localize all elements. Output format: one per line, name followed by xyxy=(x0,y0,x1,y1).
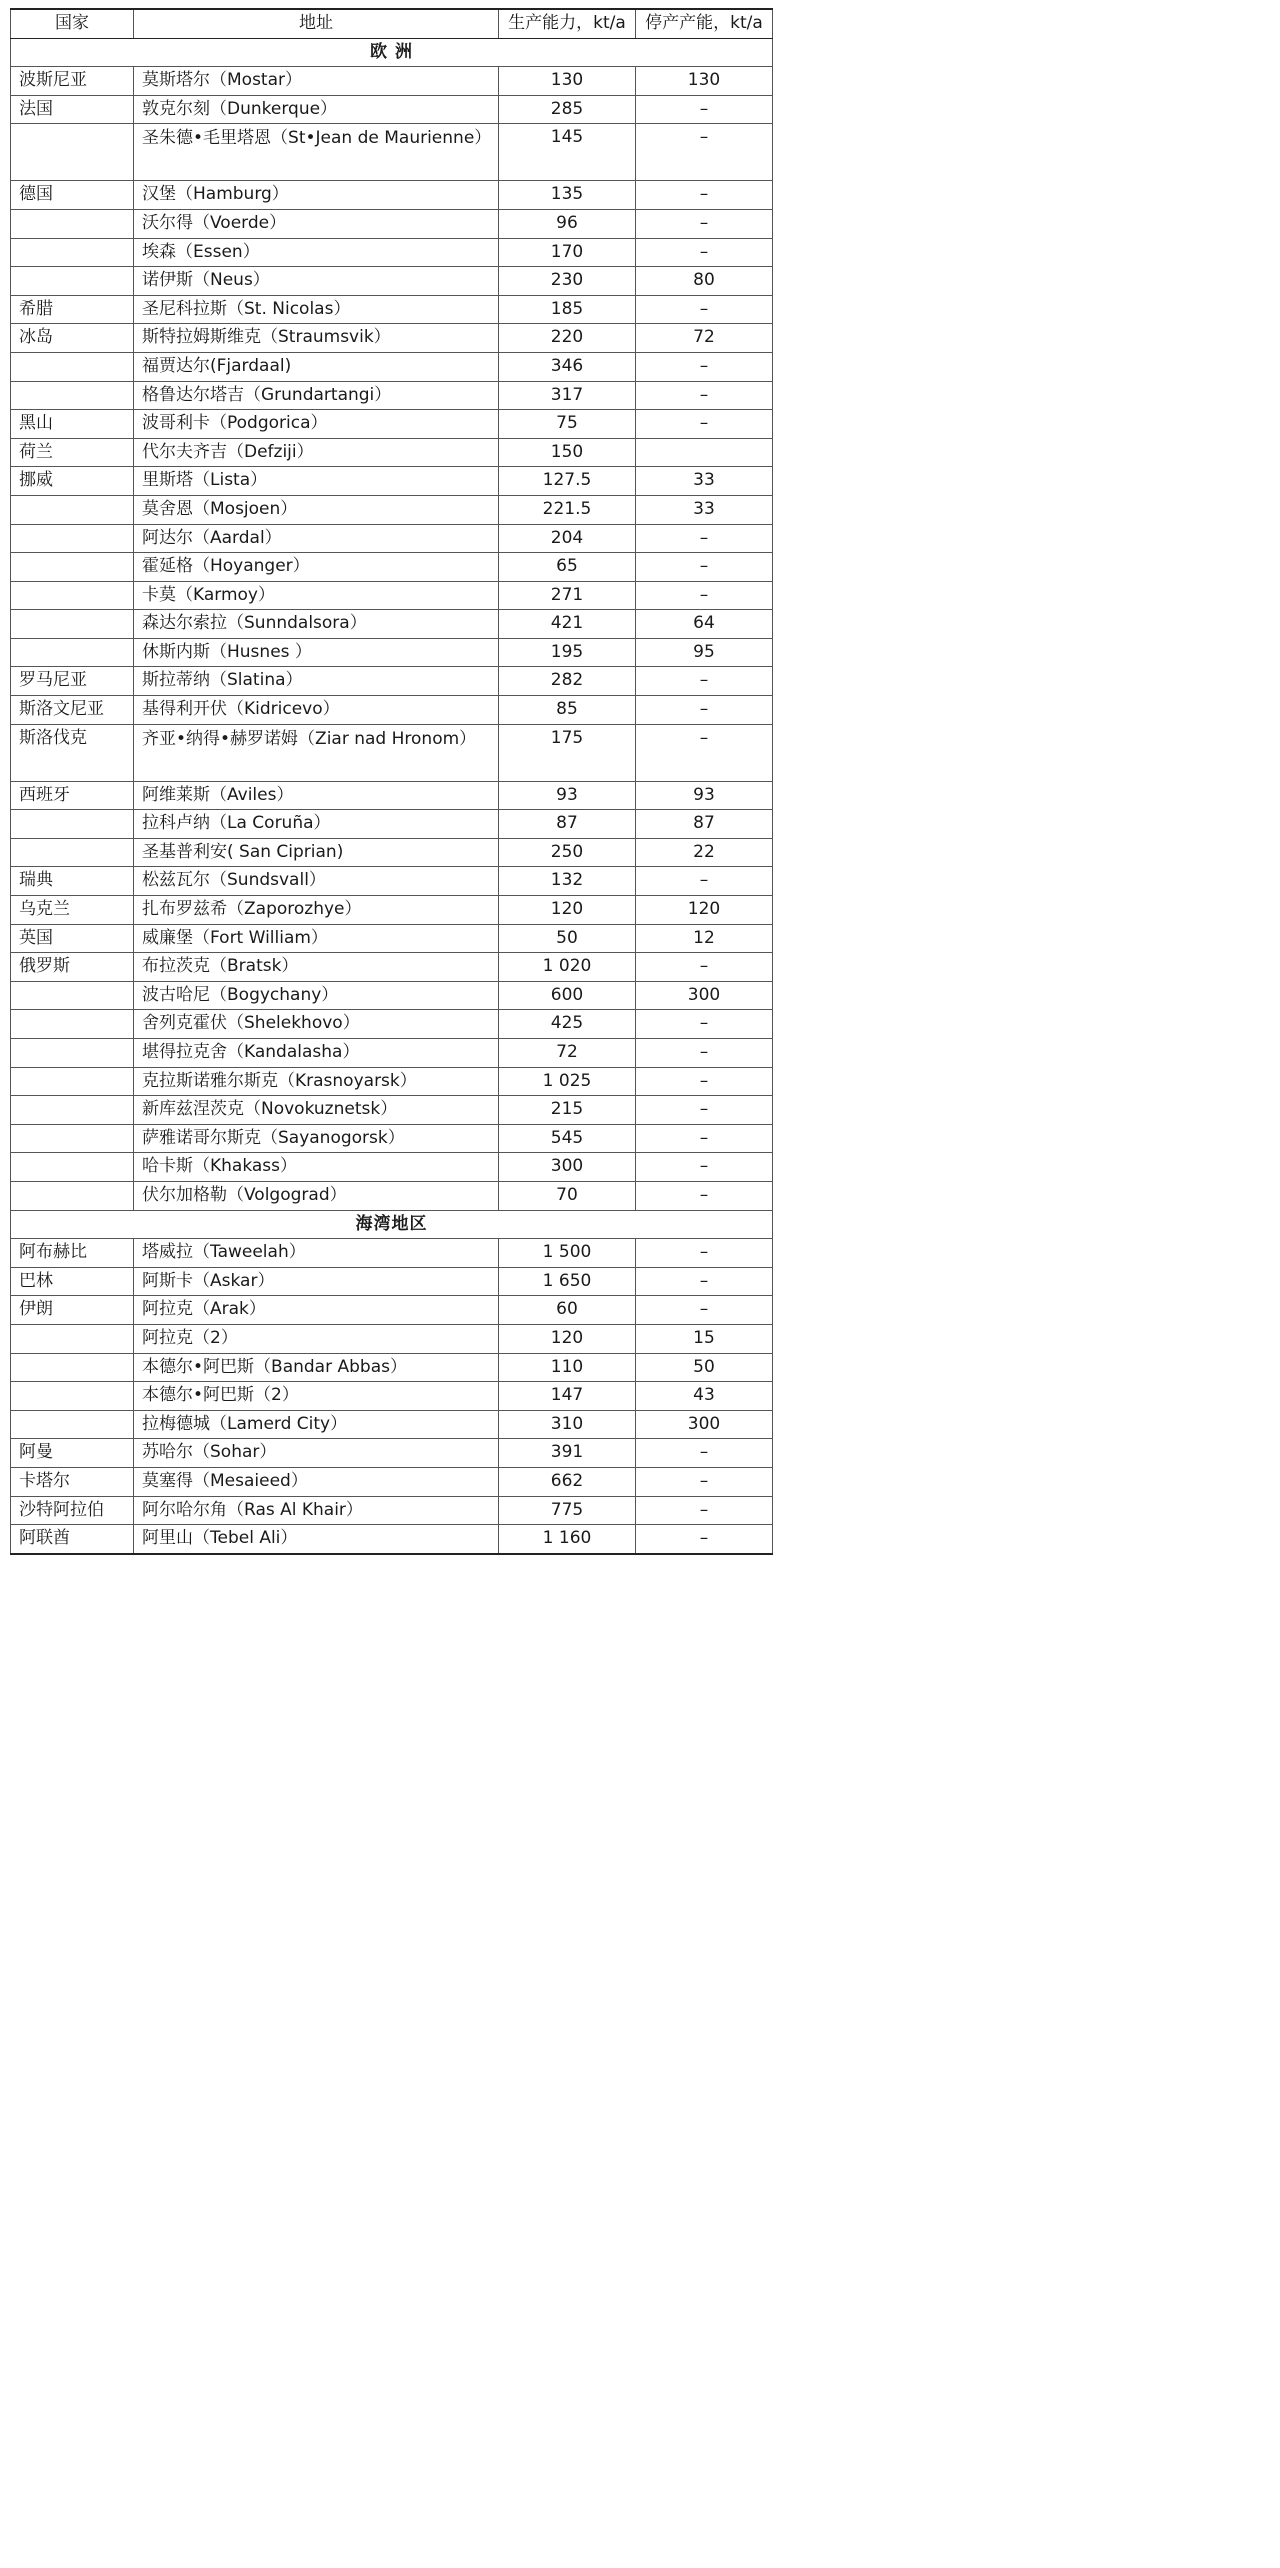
table-row xyxy=(11,638,773,667)
capacity-cell: 600 xyxy=(499,981,636,1010)
table-row xyxy=(11,553,773,582)
site-cell: 波古哈尼（Bogychany） xyxy=(134,981,499,1010)
site-cell: 阿拉克（Arak） xyxy=(134,1296,499,1325)
site-cell: 扎布罗兹希（Zaporozhye） xyxy=(134,896,499,925)
country-cell xyxy=(11,1067,134,1096)
shutdown-cell: 120 xyxy=(636,896,773,925)
country-cell xyxy=(11,524,134,553)
shutdown-cell: – xyxy=(636,295,773,324)
table-row xyxy=(11,1353,773,1382)
table-row xyxy=(11,524,773,553)
capacity-cell: 310 xyxy=(499,1410,636,1439)
country-cell: 沙特阿拉伯 xyxy=(11,1496,134,1525)
site-cell: 拉梅德城（Lamerd City） xyxy=(134,1410,499,1439)
shutdown-cell: – xyxy=(636,1181,773,1210)
table-row xyxy=(11,696,773,725)
shutdown-cell: – xyxy=(636,696,773,725)
capacity-cell: 220 xyxy=(499,324,636,353)
table-row xyxy=(11,981,773,1010)
site-cell: 松兹瓦尔（Sundsvall） xyxy=(134,867,499,896)
capacity-cell: 93 xyxy=(499,781,636,810)
site-cell: 莫塞得（Mesaieed） xyxy=(134,1467,499,1496)
table-row xyxy=(11,381,773,410)
site-cell: 哈卡斯（Khakass） xyxy=(134,1153,499,1182)
country-cell: 巴林 xyxy=(11,1267,134,1296)
shutdown-cell: 33 xyxy=(636,495,773,524)
shutdown-cell: – xyxy=(636,1467,773,1496)
country-cell: 斯洛伐克 xyxy=(11,724,134,781)
shutdown-cell: – xyxy=(636,1153,773,1182)
shutdown-cell: 22 xyxy=(636,838,773,867)
country-cell: 荷兰 xyxy=(11,438,134,467)
country-cell: 乌克兰 xyxy=(11,896,134,925)
country-cell xyxy=(11,638,134,667)
capacity-cell: 1 025 xyxy=(499,1067,636,1096)
region-label: 欧 洲 xyxy=(11,38,773,67)
capacity-cell: 204 xyxy=(499,524,636,553)
capacity-cell: 775 xyxy=(499,1496,636,1525)
shutdown-cell: – xyxy=(636,181,773,210)
table-row xyxy=(11,352,773,381)
table-row xyxy=(11,438,773,467)
capacity-cell: 346 xyxy=(499,352,636,381)
capacity-cell: 662 xyxy=(499,1467,636,1496)
region-row xyxy=(11,38,773,67)
table-row xyxy=(11,1410,773,1439)
site-cell: 阿斯卡（Askar） xyxy=(134,1267,499,1296)
site-cell: 圣朱德•毛里塔恩（St•Jean de Maurienne） xyxy=(134,124,499,181)
country-cell xyxy=(11,838,134,867)
table-row xyxy=(11,1525,773,1554)
capacity-cell: 250 xyxy=(499,838,636,867)
shutdown-cell: 93 xyxy=(636,781,773,810)
country-cell xyxy=(11,1096,134,1125)
shutdown-cell: 64 xyxy=(636,610,773,639)
country-cell: 黑山 xyxy=(11,410,134,439)
shutdown-cell: 87 xyxy=(636,810,773,839)
table-row xyxy=(11,867,773,896)
capacity-cell: 50 xyxy=(499,924,636,953)
region-label: 海湾地区 xyxy=(11,1210,773,1239)
site-cell: 莫舍恩（Mosjoen） xyxy=(134,495,499,524)
country-cell: 德国 xyxy=(11,181,134,210)
site-cell: 基得利开伏（Kidricevo） xyxy=(134,696,499,725)
site-cell: 阿达尔（Aardal） xyxy=(134,524,499,553)
capacity-cell: 282 xyxy=(499,667,636,696)
country-cell xyxy=(11,1124,134,1153)
capacity-cell: 145 xyxy=(499,124,636,181)
capacity-cell: 170 xyxy=(499,238,636,267)
table-row xyxy=(11,1296,773,1325)
site-cell: 斯拉蒂纳（Slatina） xyxy=(134,667,499,696)
table-row xyxy=(11,1096,773,1125)
table-row xyxy=(11,181,773,210)
shutdown-cell: – xyxy=(636,410,773,439)
country-cell: 阿联酋 xyxy=(11,1525,134,1554)
country-cell: 阿布赫比 xyxy=(11,1239,134,1268)
country-cell xyxy=(11,1382,134,1411)
capacity-cell: 120 xyxy=(499,896,636,925)
shutdown-cell: – xyxy=(636,238,773,267)
capacity-cell: 60 xyxy=(499,1296,636,1325)
table-row xyxy=(11,1153,773,1182)
table-row xyxy=(11,124,773,181)
country-cell: 英国 xyxy=(11,924,134,953)
table-row xyxy=(11,295,773,324)
country-cell: 冰岛 xyxy=(11,324,134,353)
site-cell: 伏尔加格勒（Volgograd） xyxy=(134,1181,499,1210)
capacity-cell: 391 xyxy=(499,1439,636,1468)
site-cell: 本德尔•阿巴斯（Bandar Abbas） xyxy=(134,1353,499,1382)
site-cell: 克拉斯诺雅尔斯克（Krasnoyarsk） xyxy=(134,1067,499,1096)
site-cell: 莫斯塔尔（Mostar） xyxy=(134,67,499,96)
site-cell: 威廉堡（Fort William） xyxy=(134,924,499,953)
site-cell: 阿里山（Tebel Ali） xyxy=(134,1525,499,1554)
country-cell: 罗马尼亚 xyxy=(11,667,134,696)
shutdown-cell: 95 xyxy=(636,638,773,667)
table-row xyxy=(11,610,773,639)
capacity-cell: 195 xyxy=(499,638,636,667)
shutdown-cell xyxy=(636,438,773,467)
country-cell xyxy=(11,1010,134,1039)
country-cell: 伊朗 xyxy=(11,1296,134,1325)
table-row xyxy=(11,1039,773,1068)
table-row xyxy=(11,953,773,982)
country-cell xyxy=(11,553,134,582)
site-cell: 拉科卢纳（La Coruña） xyxy=(134,810,499,839)
table-row xyxy=(11,1496,773,1525)
site-cell: 圣尼科拉斯（St. Nicolas） xyxy=(134,295,499,324)
country-cell xyxy=(11,810,134,839)
table-row xyxy=(11,410,773,439)
shutdown-cell: – xyxy=(636,867,773,896)
site-cell: 休斯内斯（Husnes ） xyxy=(134,638,499,667)
site-cell: 堪得拉克舍（Kandalasha） xyxy=(134,1039,499,1068)
shutdown-cell: – xyxy=(636,352,773,381)
capacity-cell: 425 xyxy=(499,1010,636,1039)
shutdown-cell: – xyxy=(636,1039,773,1068)
table-row xyxy=(11,667,773,696)
capacity-cell: 545 xyxy=(499,1124,636,1153)
table-row xyxy=(11,467,773,496)
country-cell: 希腊 xyxy=(11,295,134,324)
country-cell: 法国 xyxy=(11,95,134,124)
shutdown-cell: – xyxy=(636,553,773,582)
site-cell: 阿尔哈尔角（Ras Al Khair） xyxy=(134,1496,499,1525)
shutdown-cell: – xyxy=(636,724,773,781)
shutdown-cell: – xyxy=(636,209,773,238)
country-cell: 俄罗斯 xyxy=(11,953,134,982)
capacity-cell: 130 xyxy=(499,67,636,96)
shutdown-cell: – xyxy=(636,1239,773,1268)
table-row xyxy=(11,724,773,781)
shutdown-cell: – xyxy=(636,381,773,410)
shutdown-cell: 72 xyxy=(636,324,773,353)
shutdown-cell: 33 xyxy=(636,467,773,496)
country-cell: 波斯尼亚 xyxy=(11,67,134,96)
table-row xyxy=(11,95,773,124)
table-row xyxy=(11,838,773,867)
region-row xyxy=(11,1210,773,1239)
country-cell: 斯洛文尼亚 xyxy=(11,696,134,725)
country-cell: 西班牙 xyxy=(11,781,134,810)
site-cell: 里斯塔（Lista） xyxy=(134,467,499,496)
capacity-cell: 271 xyxy=(499,581,636,610)
country-cell xyxy=(11,124,134,181)
table-row xyxy=(11,896,773,925)
country-cell xyxy=(11,352,134,381)
site-cell: 萨雅诺哥尔斯克（Sayanogorsk） xyxy=(134,1124,499,1153)
shutdown-cell: 130 xyxy=(636,67,773,96)
shutdown-cell: 80 xyxy=(636,267,773,296)
country-cell xyxy=(11,209,134,238)
country-cell xyxy=(11,1181,134,1210)
table-row xyxy=(11,810,773,839)
shutdown-cell: – xyxy=(636,1124,773,1153)
table-row xyxy=(11,1181,773,1210)
site-cell: 卡莫（Karmoy） xyxy=(134,581,499,610)
table-row xyxy=(11,781,773,810)
header-row xyxy=(11,9,773,38)
capacity-cell: 1 020 xyxy=(499,953,636,982)
table-row xyxy=(11,1239,773,1268)
table-row xyxy=(11,324,773,353)
site-cell: 阿拉克（2） xyxy=(134,1324,499,1353)
table-row xyxy=(11,1124,773,1153)
capacity-cell: 70 xyxy=(499,1181,636,1210)
shutdown-cell: – xyxy=(636,1096,773,1125)
table-row xyxy=(11,267,773,296)
table-row xyxy=(11,1467,773,1496)
shutdown-cell: – xyxy=(636,95,773,124)
site-cell: 汉堡（Hamburg） xyxy=(134,181,499,210)
site-cell: 敦克尔刻（Dunkerque） xyxy=(134,95,499,124)
table-row xyxy=(11,1267,773,1296)
country-cell xyxy=(11,381,134,410)
capacity-table-container xyxy=(10,8,772,1555)
country-cell: 卡塔尔 xyxy=(11,1467,134,1496)
site-cell: 齐亚•纳得•赫罗诺姆（Ziar nad Hronom） xyxy=(134,724,499,781)
shutdown-cell: – xyxy=(636,1525,773,1554)
country-cell xyxy=(11,981,134,1010)
header-capacity: 生产能力，kt/a xyxy=(499,9,636,38)
header-country: 国家 xyxy=(11,9,134,38)
shutdown-cell: – xyxy=(636,1296,773,1325)
site-cell: 苏哈尔（Sohar） xyxy=(134,1439,499,1468)
country-cell xyxy=(11,581,134,610)
capacity-cell: 175 xyxy=(499,724,636,781)
shutdown-cell: – xyxy=(636,524,773,553)
shutdown-cell: 300 xyxy=(636,981,773,1010)
table-row xyxy=(11,1439,773,1468)
shutdown-cell: – xyxy=(636,953,773,982)
capacity-cell: 120 xyxy=(499,1324,636,1353)
capacity-cell: 317 xyxy=(499,381,636,410)
shutdown-cell: – xyxy=(636,1067,773,1096)
capacity-cell: 215 xyxy=(499,1096,636,1125)
table-row xyxy=(11,1067,773,1096)
capacity-cell: 230 xyxy=(499,267,636,296)
site-cell: 埃森（Essen） xyxy=(134,238,499,267)
table-body xyxy=(11,38,773,1554)
capacity-cell: 285 xyxy=(499,95,636,124)
country-cell: 阿曼 xyxy=(11,1439,134,1468)
country-cell xyxy=(11,610,134,639)
capacity-cell: 75 xyxy=(499,410,636,439)
table-row xyxy=(11,1324,773,1353)
site-cell: 新库兹涅茨克（Novokuznetsk） xyxy=(134,1096,499,1125)
capacity-cell: 1 500 xyxy=(499,1239,636,1268)
country-cell xyxy=(11,267,134,296)
country-cell xyxy=(11,1353,134,1382)
site-cell: 森达尔索拉（Sunndalsora） xyxy=(134,610,499,639)
country-cell xyxy=(11,238,134,267)
table-row xyxy=(11,495,773,524)
header-shutdown: 停产产能，kt/a xyxy=(636,9,773,38)
country-cell xyxy=(11,1324,134,1353)
capacity-cell: 185 xyxy=(499,295,636,324)
capacity-cell: 421 xyxy=(499,610,636,639)
country-cell: 瑞典 xyxy=(11,867,134,896)
country-cell xyxy=(11,495,134,524)
country-cell xyxy=(11,1153,134,1182)
table-row xyxy=(11,209,773,238)
site-cell: 塔威拉（Taweelah） xyxy=(134,1239,499,1268)
shutdown-cell: – xyxy=(636,1439,773,1468)
site-cell: 霍延格（Hoyanger） xyxy=(134,553,499,582)
table-row xyxy=(11,238,773,267)
table-row xyxy=(11,67,773,96)
shutdown-cell: – xyxy=(636,667,773,696)
country-cell xyxy=(11,1039,134,1068)
capacity-cell: 221.5 xyxy=(499,495,636,524)
shutdown-cell: 50 xyxy=(636,1353,773,1382)
capacity-cell: 96 xyxy=(499,209,636,238)
capacity-cell: 1 160 xyxy=(499,1525,636,1554)
table-row xyxy=(11,1010,773,1039)
shutdown-cell: – xyxy=(636,1267,773,1296)
shutdown-cell: – xyxy=(636,1496,773,1525)
table-row xyxy=(11,581,773,610)
site-cell: 波哥利卡（Podgorica） xyxy=(134,410,499,439)
site-cell: 格鲁达尔塔吉（Grundartangi） xyxy=(134,381,499,410)
shutdown-cell: 12 xyxy=(636,924,773,953)
shutdown-cell: – xyxy=(636,1010,773,1039)
shutdown-cell: 43 xyxy=(636,1382,773,1411)
aluminum-capacity-table xyxy=(10,8,773,1555)
site-cell: 代尔夫齐吉（Defziji） xyxy=(134,438,499,467)
capacity-cell: 87 xyxy=(499,810,636,839)
site-cell: 圣基普利安( San Ciprian) xyxy=(134,838,499,867)
shutdown-cell: – xyxy=(636,581,773,610)
site-cell: 本德尔•阿巴斯（2） xyxy=(134,1382,499,1411)
table-row xyxy=(11,1382,773,1411)
table-row xyxy=(11,924,773,953)
capacity-cell: 132 xyxy=(499,867,636,896)
site-cell: 斯特拉姆斯维克（Straumsvik） xyxy=(134,324,499,353)
capacity-cell: 65 xyxy=(499,553,636,582)
site-cell: 阿维莱斯（Aviles） xyxy=(134,781,499,810)
site-cell: 沃尔得（Voerde） xyxy=(134,209,499,238)
country-cell xyxy=(11,1410,134,1439)
capacity-cell: 150 xyxy=(499,438,636,467)
shutdown-cell: – xyxy=(636,124,773,181)
capacity-cell: 147 xyxy=(499,1382,636,1411)
shutdown-cell: 15 xyxy=(636,1324,773,1353)
header-site: 地址 xyxy=(134,9,499,38)
site-cell: 布拉茨克（Bratsk） xyxy=(134,953,499,982)
capacity-cell: 85 xyxy=(499,696,636,725)
site-cell: 福贾达尔(Fjardaal) xyxy=(134,352,499,381)
capacity-cell: 135 xyxy=(499,181,636,210)
capacity-cell: 300 xyxy=(499,1153,636,1182)
site-cell: 诺伊斯（Neus） xyxy=(134,267,499,296)
capacity-cell: 127.5 xyxy=(499,467,636,496)
capacity-cell: 110 xyxy=(499,1353,636,1382)
country-cell: 挪威 xyxy=(11,467,134,496)
shutdown-cell: 300 xyxy=(636,1410,773,1439)
capacity-cell: 1 650 xyxy=(499,1267,636,1296)
site-cell: 舍列克霍伏（Shelekhovo） xyxy=(134,1010,499,1039)
capacity-cell: 72 xyxy=(499,1039,636,1068)
